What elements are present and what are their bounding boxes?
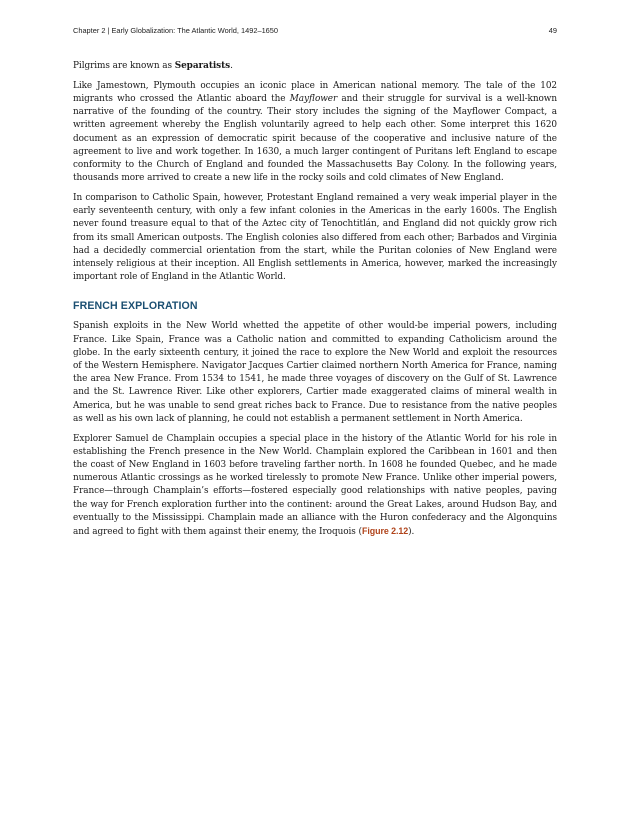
paragraph-text: and their struggle for survival is a well-known narrative of the founding of the country. Their story includes the signing of the Mayflower Compact, a written agreement whereby the English voluntarily agreed to help each other. Some interpret this 1620 document as an expression of democratic spirit because of the cooperative and inclusive nature of the agreement to live and work together. In 1630, a much larger contingent of Puritans left England to escape conformity to the Church of England and founded the Massachusetts Bay Colony. In the following years, thousands more arrived to create a new life in the rocky soils and cold climates of New England. bbox=[73, 94, 557, 184]
chapter-title: Chapter 2 | Early Globalization: The Atlantic World, 1492–1650 bbox=[73, 26, 279, 35]
paragraph-separatists bbox=[73, 60, 557, 73]
paragraph-plymouth bbox=[73, 80, 557, 186]
paragraph-end: ). bbox=[408, 527, 415, 538]
figure-link[interactable]: Figure 2.12 bbox=[361, 526, 409, 537]
paragraph-champlain bbox=[73, 433, 557, 540]
paragraph-cartier bbox=[73, 320, 557, 426]
paragraph-text: Like Jamestown, Plymouth occupies an iconic place in American national memory. The tale of the 102 migrants who crossed the Atlantic aboard the bbox=[73, 80, 557, 104]
paragraph-lead: Pilgrims are known as bbox=[73, 61, 175, 71]
page-body bbox=[73, 60, 557, 546]
paragraph-text: Spanish exploits in the New World whetted the appetite of other would-be imperial powers, including France. Like Spain, France was a Catholic nation and committed to expanding Catholicism around the globe. In the early sixteenth century, it joined the race to explore the New World and exploit the resources of the Western Hemisphere. Navigator Jacques Cartier claimed northern North America for France, naming the area New France. From 1534 to 1541, he made three voyages of discovery on the Gulf of St. Lawrence and the St. Lawrence River. Like other explorers, Cartier made exaggerated claims of mineral wealth in America, but he was unable to send great riches back to France. Due to resistance from the native peoples as well as his own lack of planning, he could not establish a permanent settlement in North America. bbox=[73, 321, 557, 424]
paragraph-text: Explorer Samuel de Champlain occupies a special place in the history of the Atlantic World for his role in establishing the French presence in the New World. Champlain explored the Caribbean in 1601 and then the coast of New England in 1603 before traveling farther north. In 1608 he founded Quebec, and he made numerous Atlantic crossings as he worked tirelessly to promote New France. Unlike other imperial powers, France—through Champlain’s efforts—fostered especially good relationships with native peoples, paving the way for French exploration further into the continent: around the Great Lakes, around Hudson Bay, and eventually to the Mississippi. Champlain made an alliance with the Huron confederacy and the Algonquins and agreed to fight with them against their enemy, the Iroquois ( bbox=[73, 433, 557, 538]
ship-name-mayflower: Mayflower bbox=[289, 94, 338, 104]
page-number: 49 bbox=[548, 26, 557, 35]
paragraph-text: In comparison to Catholic Spain, however, Protestant England remained a very weak imperial player in the early seventeenth century, with only a few infant colonies in the Americas in the early 1600s. The English never found treasure equal to that of the Aztec city of Tenochtitlán, and England did not quickly grow rich from its small American outposts. The English colonies also differed from each other; Barbados and Virginia had a decidedly commercial orientation from the start, while the Puritan colonies of New England were intensely religious at their inception. All English settlements in America, however, marked the increasingly important role of England in the Atlantic World. bbox=[73, 193, 557, 283]
paragraph-england-comparison bbox=[73, 192, 557, 284]
running-header bbox=[73, 25, 557, 37]
paragraph-end: . bbox=[230, 61, 233, 71]
section-heading-french-exploration: FRENCH EXPLORATION bbox=[73, 300, 198, 313]
key-term-separatists: Separatists bbox=[174, 61, 231, 71]
